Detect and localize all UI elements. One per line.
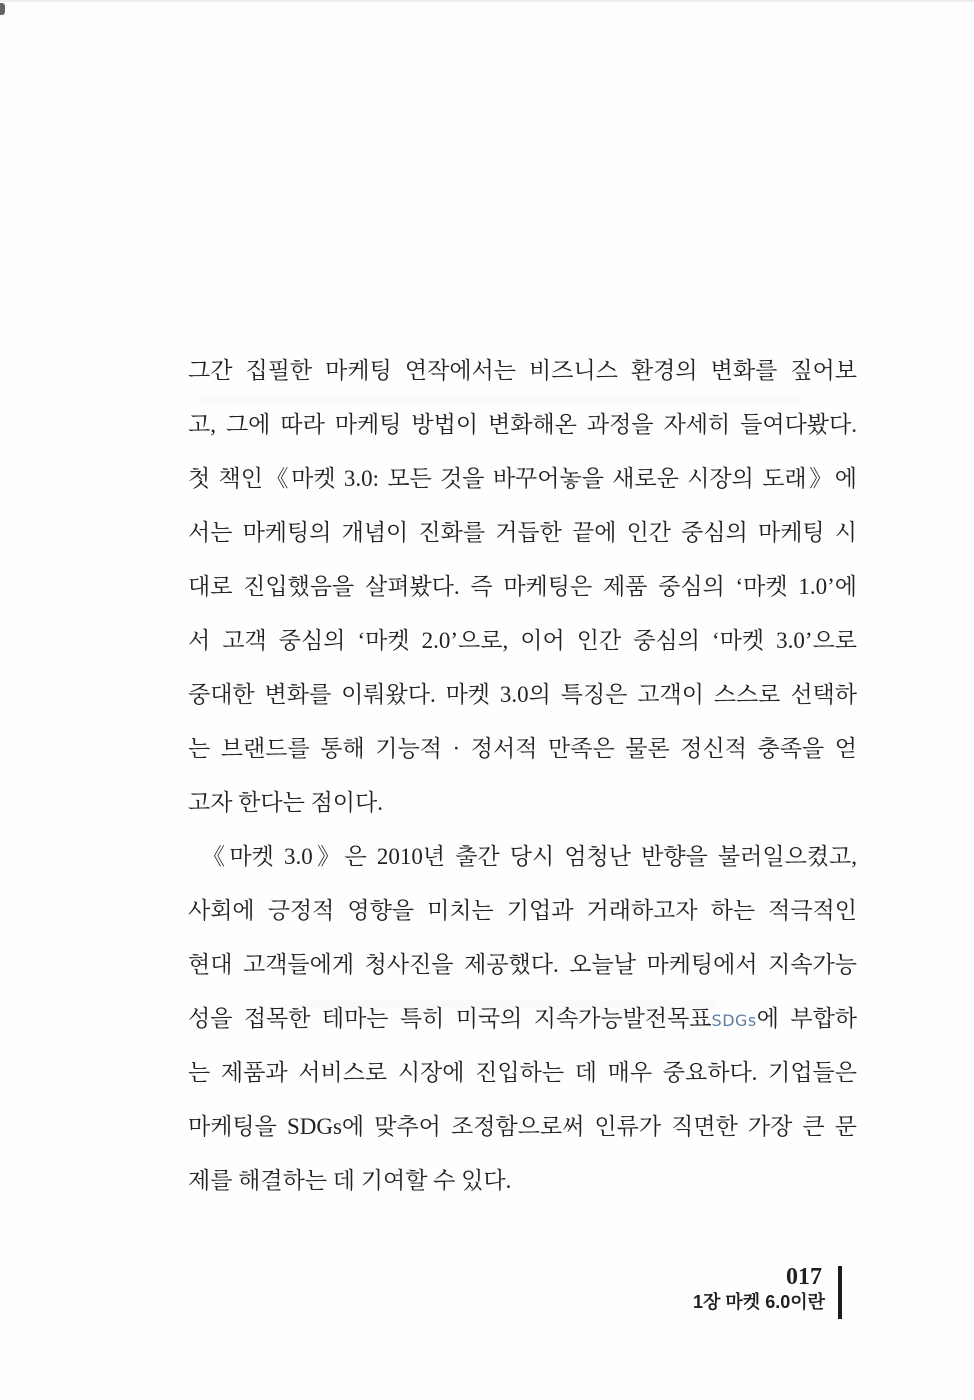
- page-number: 017: [786, 1264, 822, 1290]
- body-line: 대로 진입했음을 살펴봤다. 즉 마케팅은 제품 중심의 ‘마켓 1.0’에: [188, 574, 857, 599]
- body-line: 마케팅을 SDGs에 맞추어 조정함으로써 인류가 직면한 가장 큰 문: [188, 1114, 857, 1139]
- body-line: 는 브랜드를 통해 기능적 · 정서적 만족은 물론 정신적 충족을 얻: [188, 736, 857, 761]
- body-line-paragraph-start: 《마켓 3.0》은 2010년 출간 당시 엄청난 반향을 불러일으켰고,: [202, 844, 857, 869]
- body-line: 현대 고객들에게 청사진을 제공했다. 오늘날 마케팅에서 지속가능: [188, 952, 857, 977]
- page-footer: [0, 1264, 974, 1324]
- body-text-block: [188, 344, 857, 1208]
- body-line: 고, 그에 따라 마케팅 방법이 변화해온 과정을 자세히 들여다봤다.: [188, 412, 857, 437]
- footer-divider-bar: [838, 1266, 842, 1319]
- body-line-paragraph-end: 고자 한다는 점이다.: [188, 790, 383, 815]
- body-line: 서 고객 중심의 ‘마켓 2.0’으로, 이어 인간 중심의 ‘마켓 3.0’으로: [188, 628, 857, 653]
- body-line-with-sdgs-label: [188, 992, 857, 1046]
- body-line-segment: 성을 접목한 테마는 특히 미국의 지속가능발전목표: [188, 1006, 712, 1031]
- chapter-label: 1장 마켓 6.0이란: [693, 1292, 825, 1312]
- sdgs-inline-label: SDGs: [711, 1011, 757, 1030]
- body-line-segment: 에 부합하: [756, 1006, 857, 1031]
- body-line: 사회에 긍정적 영향을 미치는 기업과 거래하고자 하는 적극적인: [188, 898, 857, 923]
- scan-corner-artifact: [0, 3, 5, 15]
- scan-edge-artifact: [0, 0, 974, 2]
- body-line: 그간 집필한 마케팅 연작에서는 비즈니스 환경의 변화를 짚어보: [188, 358, 857, 383]
- body-line-paragraph-end: 제를 해결하는 데 기여할 수 있다.: [188, 1168, 512, 1193]
- body-line: 첫 책인《마켓 3.0: 모든 것을 바꾸어놓을 새로운 시장의 도래》에: [188, 466, 857, 491]
- body-line: 서는 마케팅의 개념이 진화를 거듭한 끝에 인간 중심의 마케팅 시: [188, 520, 857, 545]
- body-line: 는 제품과 서비스로 시장에 진입하는 데 매우 중요하다. 기업들은: [188, 1060, 857, 1085]
- body-line: 중대한 변화를 이뤄왔다. 마켓 3.0의 특징은 고객이 스스로 선택하: [188, 682, 857, 707]
